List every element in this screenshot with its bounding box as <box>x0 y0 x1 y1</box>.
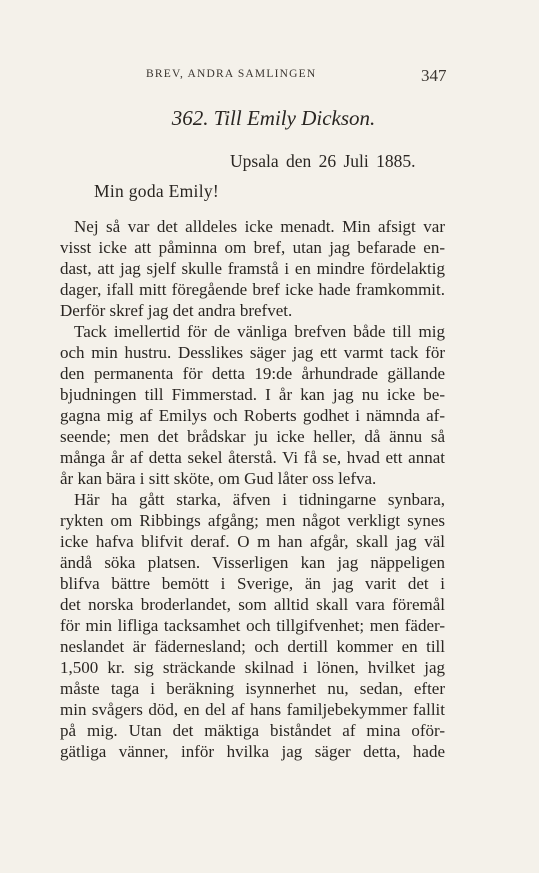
body-line: icke hafva blifvit deraf. O m han afgår, skall jag väl <box>60 532 445 551</box>
body-line: för min lifliga tacksamhet och tillgifvenhet; men fäder- <box>60 616 445 635</box>
body-line: det norska broderlandet, som alltid skall vara föremål <box>60 595 445 614</box>
body-line: 1,500 kr. sig sträckande skilnad i lönen, hvilket jag <box>60 658 445 677</box>
body-line: min svågers död, en del af hans familjebekymmer fallit <box>60 700 445 719</box>
body-line: Tack imellertid för de vänliga brefven både till mig <box>74 322 445 341</box>
body-line: visst icke att påminna om bref, utan jag befarade en- <box>60 238 445 257</box>
page-number: 347 <box>421 66 447 85</box>
body-line: neslandet är fädernesland; och dertill kommer en till <box>60 637 445 656</box>
dateline: Upsala den 26 Juli 1885. <box>230 151 416 171</box>
body-line: Derför skref jag det andra brefvet. <box>60 301 293 320</box>
body-line: dager, ifall mitt föregående bref icke hade framkommit. <box>60 280 445 299</box>
body-line: den permanenta för detta 19:de århundrade gällande <box>60 364 445 383</box>
body-line: bjudningen till Fimmerstad. I år kan jag nu icke be- <box>60 385 445 404</box>
salutation: Min goda Emily! <box>94 181 220 201</box>
body-line: år kan bära i sitt sköte, om Gud låter oss lefva. <box>60 469 377 488</box>
body-line: ändå söka platsen. Visserligen kan jag näppeligen <box>60 553 445 572</box>
letter-title: 362. Till Emily Dickson. <box>171 106 376 130</box>
body-line: gätliga vänner, inför hvilka jag säger detta, hade <box>60 742 445 761</box>
running-head <box>0 66 539 86</box>
body-line: på mig. Utan det mäktiga biståndet af mina oför- <box>60 721 445 740</box>
running-head-title: BREV, ANDRA SAMLINGEN <box>146 68 317 80</box>
body-line: rykten om Ribbings afgång; men något verkligt synes <box>60 511 445 530</box>
body-line: dast, att jag sjelf skulle framstå i en mindre fördelaktig <box>60 259 445 278</box>
body-line: blifva bättre bemött i Sverige, än jag varit det i <box>60 574 445 593</box>
body-line: och min hustru. Desslikes säger jag ett varmt tack för <box>60 343 445 362</box>
body-line: Nej så var det alldeles icke menadt. Min afsigt var <box>74 217 445 236</box>
body-line: många år af detta sekel återstå. Vi få se, hvad ett annat <box>60 448 445 467</box>
body-line: seende; men det brådskar ju icke heller, då ännu så <box>60 427 445 446</box>
body-line: måste taga i beräkning isynnerhet nu, sedan, efter <box>60 679 445 698</box>
body-line: gagna mig af Emilys och Roberts godhet i nämnda af- <box>60 406 445 425</box>
body-line: Här ha gått starka, äfven i tidningarne synbara, <box>74 490 445 509</box>
letter-body <box>60 216 445 762</box>
